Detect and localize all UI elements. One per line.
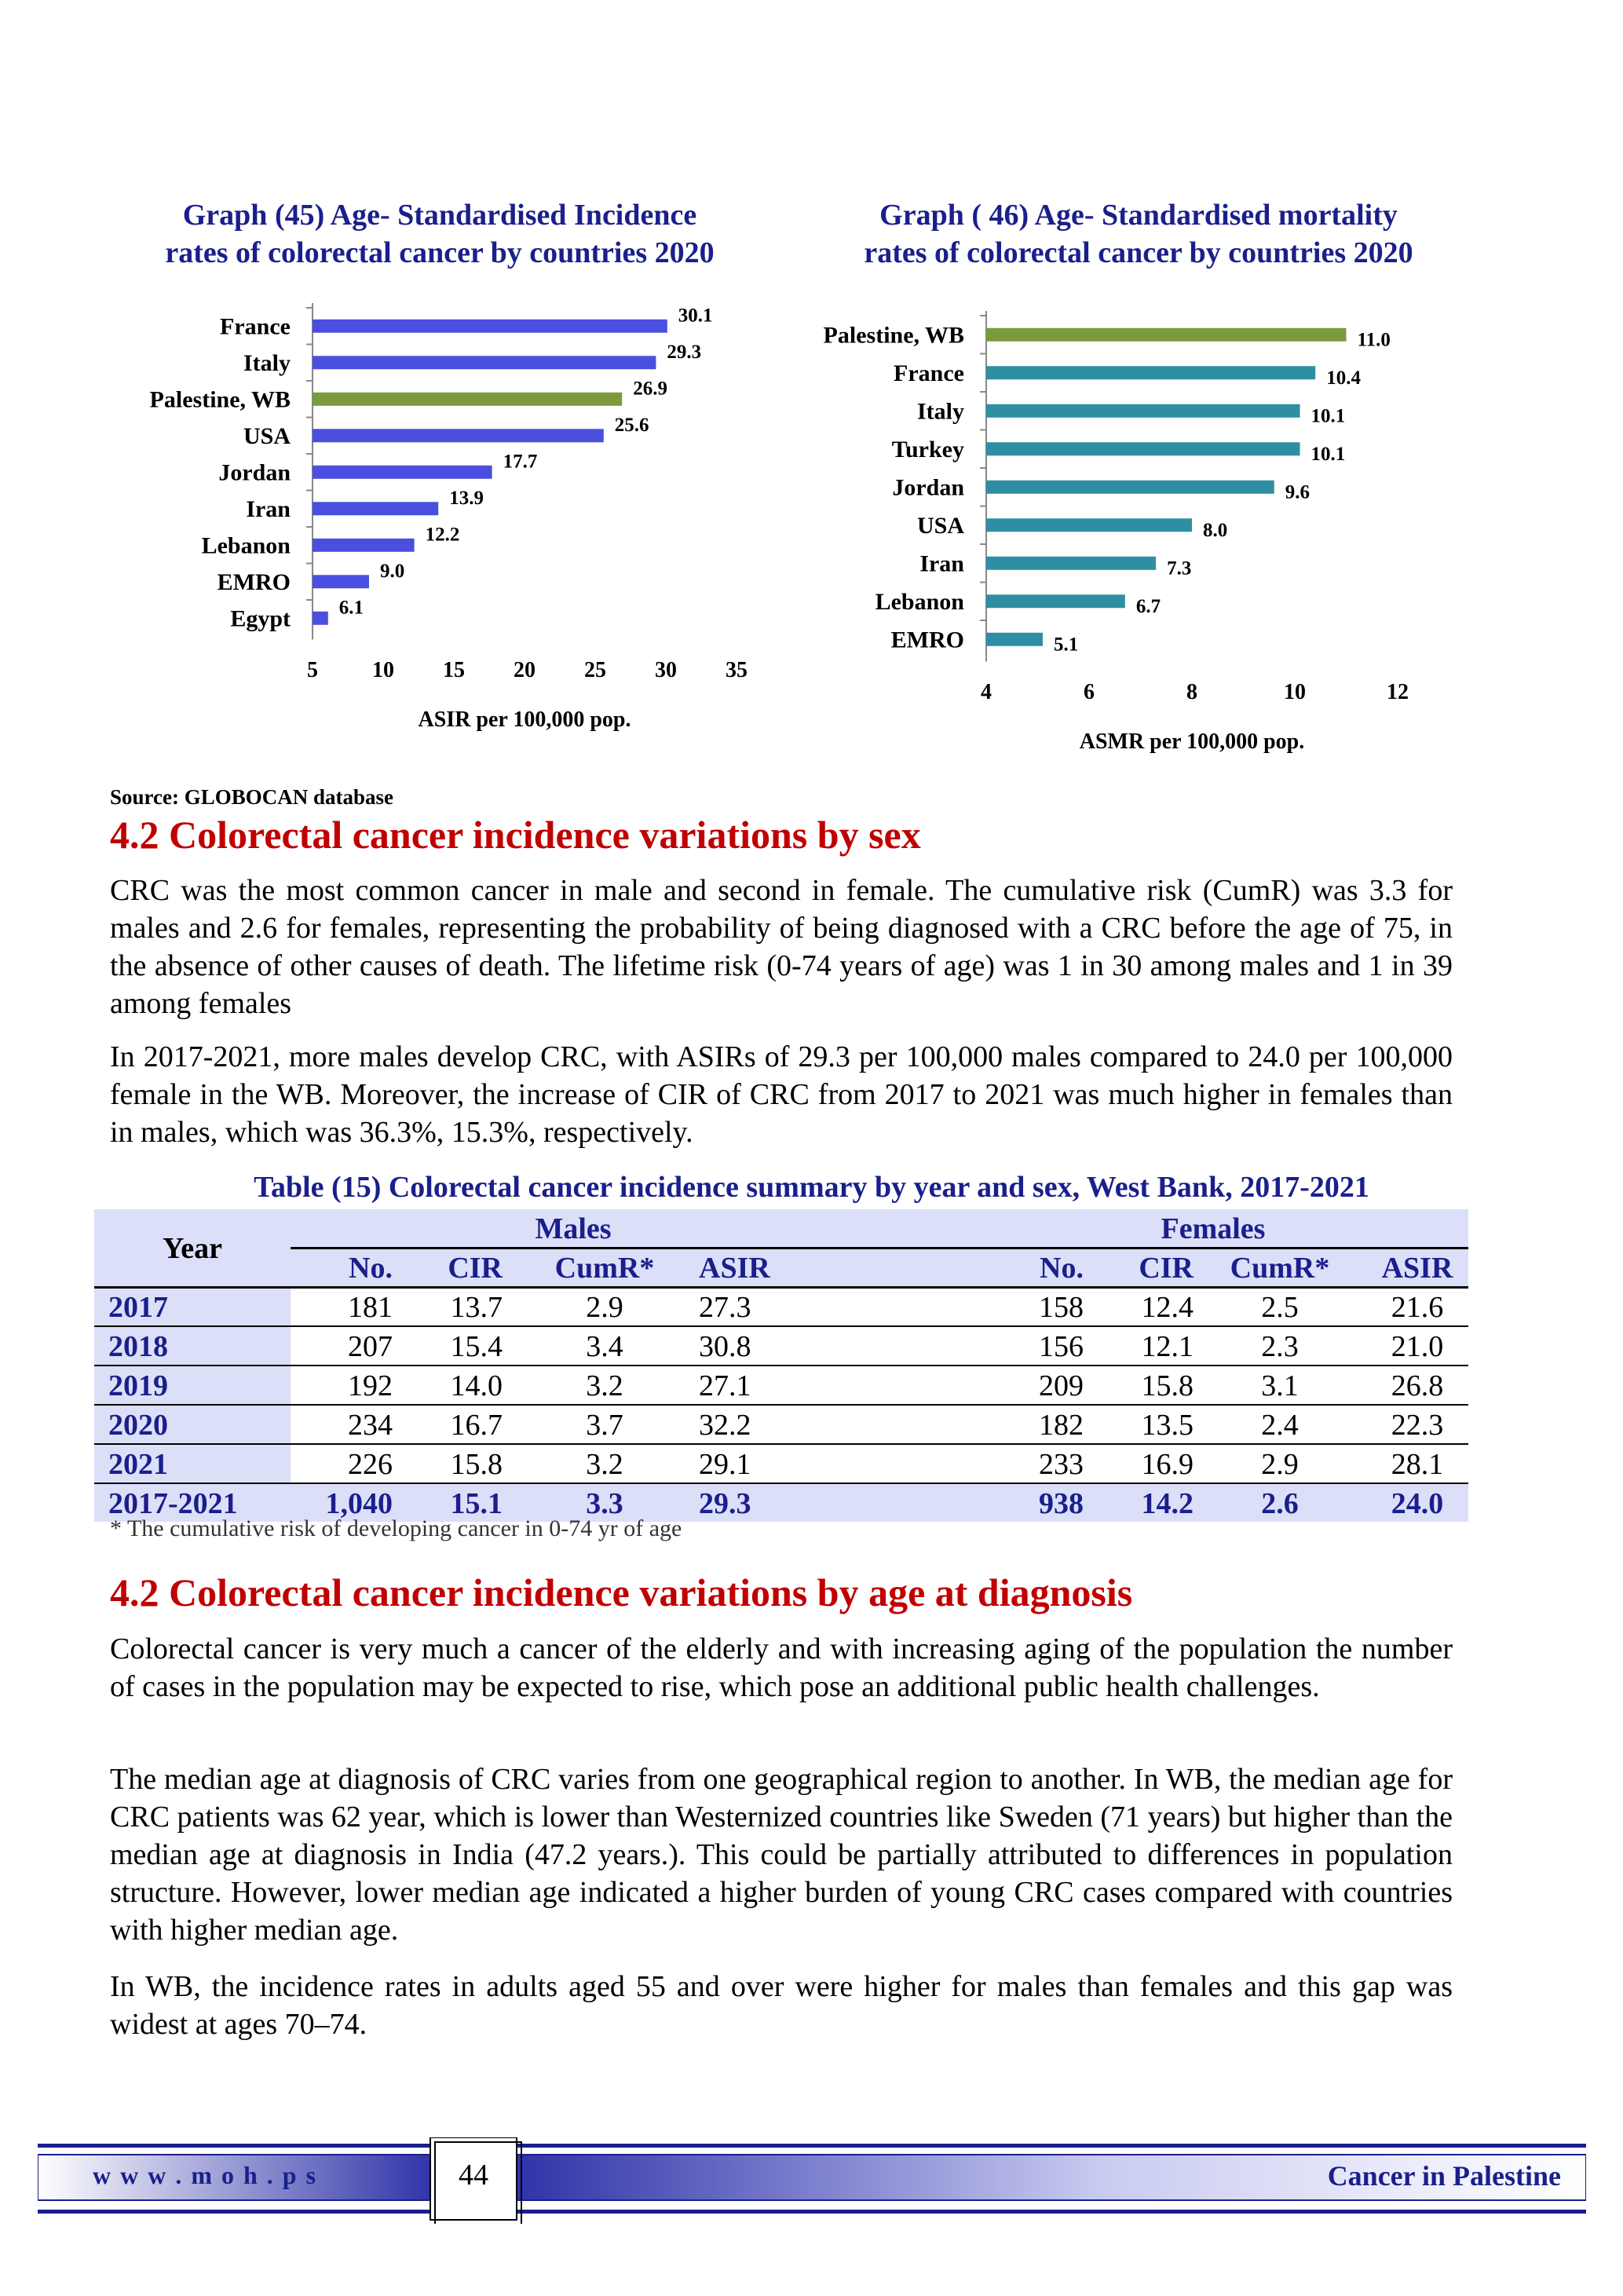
table-cell-female: 21.0 [1391, 1330, 1444, 1363]
table-cell-male: 1,040 [325, 1487, 393, 1520]
table-cell-female: 21.6 [1391, 1291, 1444, 1324]
male-col-header: ASIR [699, 1252, 770, 1285]
table-header-females: Females [1161, 1212, 1266, 1245]
category-label: Turkey [891, 436, 964, 462]
x-tick-label: 8 [1186, 680, 1197, 704]
incidence-summary-table [94, 1209, 1468, 1522]
table-cell-female: 233 [1039, 1448, 1084, 1481]
table-cell-male: 15.8 [450, 1448, 503, 1481]
table-cell-male: 192 [348, 1369, 393, 1402]
data-label: 10.4 [1326, 367, 1361, 389]
table-cell-female: 3.1 [1261, 1369, 1299, 1402]
graph45-title-line2: rates of colorectal cancer by countries 2020 [165, 236, 715, 269]
data-label: 29.3 [667, 341, 702, 363]
table-cell-male: 207 [348, 1330, 393, 1363]
table-cell-female: 2.3 [1261, 1330, 1299, 1363]
source-note: Source: GLOBOCAN database [110, 785, 394, 809]
data-label: 10.1 [1310, 443, 1346, 465]
bar [986, 404, 1300, 418]
table-cell-male: 3.7 [586, 1409, 623, 1442]
table-cell-year: 2019 [108, 1369, 168, 1402]
graph46-title-line1: Graph ( 46) Age- Standardised mortality [879, 199, 1398, 232]
section-heading-age: 4.2 Colorectal cancer incidence variations by age at diagnosis [110, 1570, 1133, 1614]
table-cell-male: 3.2 [586, 1448, 623, 1481]
data-label: 25.6 [614, 414, 649, 436]
bar [986, 366, 1315, 379]
table-cell-female: 2.9 [1261, 1448, 1299, 1481]
mortality-chart-svg [809, 298, 1623, 770]
table-cell-year: 2017-2021 [108, 1487, 238, 1520]
table-cell-male: 234 [348, 1409, 393, 1442]
x-axis-label: ASMR per 100,000 pop. [1079, 729, 1305, 754]
x-tick-label: 20 [514, 658, 536, 682]
page-footer [38, 2137, 1586, 2224]
data-label: 7.3 [1167, 558, 1192, 579]
table-cell-male: 15.1 [450, 1487, 503, 1520]
table-cell-male: 15.4 [450, 1330, 503, 1363]
category-label: Italy [917, 398, 964, 425]
data-label: 5.1 [1054, 634, 1079, 656]
table-cell-male: 16.7 [450, 1409, 503, 1442]
table-cell-female: 13.5 [1141, 1409, 1193, 1442]
data-label: 11.0 [1357, 329, 1391, 351]
table-cell-year: 2020 [108, 1409, 168, 1442]
section-heading-sex: 4.2 Colorectal cancer incidence variations by sex [110, 813, 921, 857]
category-label: France [220, 313, 291, 340]
table-header-year: Year [163, 1232, 222, 1265]
section-age-paragraph-3: In WB, the incidence rates in adults aged 55 and over were higher for males than females and this gap was widest at ages 70–74. [110, 1970, 1453, 2041]
table-cell-female: 209 [1039, 1369, 1084, 1402]
table-caption: Table (15) Colorectal cancer incidence summary by year and sex, West Bank, 2017-2021 [254, 1171, 1369, 1204]
data-label: 30.1 [678, 305, 713, 327]
table-footnote: * The cumulative risk of developing cancer in 0-74 yr of age [110, 1515, 682, 1541]
table-row [94, 1366, 1468, 1406]
table-cell-female: 22.3 [1391, 1409, 1444, 1442]
bar [986, 518, 1192, 532]
bar [313, 575, 369, 588]
table-cell-female: 938 [1039, 1487, 1084, 1520]
x-tick-label: 10 [1284, 680, 1306, 704]
table-cell-male: 14.0 [450, 1369, 503, 1402]
category-label: Lebanon [875, 588, 964, 615]
table-cell-female: 2.4 [1261, 1409, 1299, 1442]
male-col-header: CumR* [554, 1252, 655, 1285]
table-cell-female: 158 [1039, 1291, 1084, 1324]
table-cell-female: 26.8 [1391, 1369, 1444, 1402]
category-label: Palestine, WB [149, 386, 291, 413]
category-label: Egypt [230, 605, 291, 632]
x-tick-label: 10 [372, 658, 394, 682]
mortality-chart [809, 298, 1623, 770]
bar [313, 539, 415, 552]
bar [986, 633, 1043, 646]
data-label: 6.7 [1135, 595, 1161, 617]
category-label: France [894, 360, 964, 386]
table-cell-female: 28.1 [1391, 1448, 1444, 1481]
footer-page-number: 44 [459, 2159, 488, 2192]
data-label: 17.7 [503, 451, 538, 473]
footer-website[interactable]: w w w . m o h . p s [93, 2161, 318, 2189]
table-cell-female: 16.9 [1141, 1448, 1193, 1481]
incidence-chart-svg [0, 298, 809, 770]
category-label: EMRO [217, 569, 291, 595]
category-label: Jordan [892, 474, 964, 501]
section-age-paragraph-2: The median age at diagnosis of CRC varies from one geographical region to another. In WB, the median age for CRC patients was 62 year, which is lower than Westernized countries like Sweden (71 years) but higher than the median age at diagnosis in India (47.2 years.). This could be partially attributed to differences in population structure. However, lower median age indicated a higher burden of young CRC cases compared with countries with higher median age. [110, 1763, 1453, 1947]
table-cell-male: 181 [348, 1291, 393, 1324]
category-label: Palestine, WB [823, 322, 964, 349]
category-label: EMRO [890, 627, 964, 653]
table-cell-male: 3.4 [586, 1330, 623, 1363]
table-cell-female: 156 [1039, 1330, 1084, 1363]
table-cell-male: 13.7 [450, 1291, 503, 1324]
bar [986, 481, 1274, 494]
graph45-title-line1: Graph (45) Age- Standardised Incidence [182, 199, 697, 232]
graph45-title [126, 196, 754, 272]
table-cell-female: 14.2 [1141, 1487, 1193, 1520]
section-sex-paragraph-2: In 2017-2021, more males develop CRC, with ASIRs of 29.3 per 100,000 males compared to 24.0 per 100,000 female in the WB. Moreover, the increase of CIR of CRC from 2017 to 2021 was much higher in females than in males, which was 36.3%, 15.3%, respectively. [110, 1040, 1453, 1149]
table-row [94, 1445, 1468, 1484]
table-cell-year: 2018 [108, 1330, 168, 1363]
data-label: 9.6 [1285, 481, 1310, 503]
table-cell-male: 29.1 [699, 1448, 751, 1481]
table-body [94, 1288, 1468, 1522]
bar [313, 393, 622, 406]
table-row [94, 1288, 1468, 1327]
table-header-males: Males [535, 1212, 612, 1245]
data-label: 12.2 [425, 524, 460, 546]
table-cell-male: 27.3 [699, 1291, 751, 1324]
x-axis-label: ASIR per 100,000 pop. [418, 707, 631, 732]
data-label: 8.0 [1203, 519, 1228, 541]
bar [986, 328, 1347, 342]
x-tick-label: 25 [584, 658, 606, 682]
table-cell-male: 3.3 [586, 1487, 623, 1520]
table-cell-female: 15.8 [1141, 1369, 1193, 1402]
data-label: 9.0 [380, 560, 405, 582]
bar [986, 442, 1300, 455]
graph46-title [817, 196, 1460, 272]
bar [986, 594, 1125, 608]
category-label: Iran [919, 550, 964, 577]
data-label: 13.9 [449, 487, 484, 509]
incidence-chart [0, 298, 809, 770]
table-row [94, 1327, 1468, 1366]
table-cell-male: 3.2 [586, 1369, 623, 1402]
female-col-header: CumR* [1230, 1252, 1330, 1285]
female-col-header: CIR [1139, 1252, 1193, 1285]
table-cell-female: 24.0 [1391, 1487, 1444, 1520]
data-label: 26.9 [633, 378, 667, 400]
table-cell-female: 12.1 [1141, 1330, 1193, 1363]
x-tick-label: 35 [726, 658, 748, 682]
category-label: Iran [246, 495, 291, 522]
section-sex-paragraph-1: CRC was the most common cancer in male and second in female. The cumulative risk (CumR) was 3.3 for males and 2.6 for females, representing the probability of being diagnosed with a CRC before the age of 75, in the absence of other causes of death. The lifetime risk (0-74 years of age) was 1 in 30 among males and 1 in 39 among females [110, 874, 1453, 1020]
female-col-header: No. [1040, 1252, 1084, 1285]
bar [313, 612, 328, 625]
x-tick-label: 30 [655, 658, 677, 682]
bar [986, 557, 1156, 570]
table-cell-male: 2.9 [586, 1291, 623, 1324]
table-row [94, 1406, 1468, 1445]
male-col-header: CIR [448, 1252, 503, 1285]
table-cell-year: 2021 [108, 1448, 168, 1481]
table-cell-female: 182 [1039, 1409, 1084, 1442]
table-cell-male: 29.3 [699, 1487, 751, 1520]
category-label: USA [916, 512, 964, 539]
x-tick-label: 15 [443, 658, 465, 682]
data-label: 6.1 [338, 597, 364, 619]
category-label: Jordan [218, 459, 291, 486]
bar [313, 466, 492, 479]
bar [313, 356, 656, 369]
x-tick-label: 5 [307, 658, 318, 682]
x-tick-label: 4 [981, 680, 992, 704]
section-age-paragraph-1: Colorectal cancer is very much a cancer of the elderly and with increasing aging of the population the number of cases in the population may be expected to rise, which pose an additional public health challenges. [110, 1632, 1453, 1703]
category-label: Lebanon [201, 532, 291, 559]
category-label: USA [243, 422, 291, 449]
male-col-header: No. [349, 1252, 393, 1285]
x-tick-label: 12 [1387, 680, 1409, 704]
x-tick-label: 6 [1084, 680, 1095, 704]
table-cell-female: 2.6 [1261, 1487, 1299, 1520]
table-cell-male: 30.8 [699, 1330, 751, 1363]
table-cell-male: 226 [348, 1448, 393, 1481]
female-col-header: ASIR [1381, 1252, 1453, 1285]
data-label: 10.1 [1310, 405, 1346, 427]
table-cell-male: 27.1 [699, 1369, 751, 1402]
graph46-title-line2: rates of colorectal cancer by countries 2020 [864, 236, 1413, 269]
bar [313, 429, 604, 442]
table-cell-year: 2017 [108, 1291, 168, 1324]
bar [313, 502, 438, 515]
footer-report-title: Cancer in Palestine [1327, 2160, 1561, 2192]
bar [313, 320, 667, 333]
table-cell-female: 2.5 [1261, 1291, 1299, 1324]
table-cell-male: 32.2 [699, 1409, 751, 1442]
table-cell-female: 12.4 [1141, 1291, 1193, 1324]
category-label: Italy [243, 349, 291, 376]
